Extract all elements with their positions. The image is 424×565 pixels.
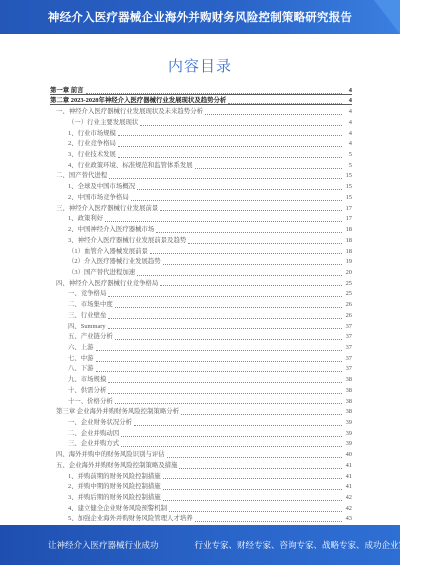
- toc-entry[interactable]: [50, 298, 352, 309]
- toc-entry-page: 5: [348, 151, 352, 159]
- toc-dot-leader: [188, 242, 342, 244]
- toc-entry[interactable]: [50, 513, 352, 524]
- toc-entry-page: 18: [345, 236, 352, 244]
- toc-entry-page: 26: [345, 301, 352, 309]
- toc-entry-page: 37: [345, 354, 352, 362]
- toc-entry-page: 39: [345, 419, 352, 426]
- toc-entry[interactable]: [50, 277, 352, 288]
- toc-entry[interactable]: [50, 170, 352, 181]
- toc-entry[interactable]: [50, 202, 352, 213]
- toc-dot-leader: [169, 510, 342, 512]
- toc-entry-label: 三、行业壁垒: [68, 311, 107, 319]
- toc-entry-page: 4: [348, 129, 352, 137]
- toc-entry-page: 4: [348, 86, 352, 94]
- toc-entry-page: 43: [345, 515, 352, 523]
- toc-entry-page: 17: [345, 204, 352, 212]
- toc-entry-label: 九、市场规模: [68, 376, 107, 384]
- toc-dot-leader: [118, 145, 342, 147]
- toc-entry-page: 42: [345, 504, 352, 512]
- toc-dot-leader: [181, 413, 342, 415]
- toc-dot-leader: [163, 477, 342, 479]
- toc-entry-page: 41: [345, 461, 352, 469]
- toc-entry-label: 四、神经介入医疗器械行业竞争格局: [56, 279, 159, 287]
- toc-entry-page: 4: [348, 97, 352, 105]
- toc-dot-leader: [118, 156, 342, 158]
- toc-entry-page: 38: [345, 397, 352, 405]
- toc-entry[interactable]: [50, 341, 352, 352]
- toc-entry-page: 4: [348, 140, 352, 148]
- toc-entry[interactable]: [50, 245, 352, 256]
- toc-entry[interactable]: [50, 491, 352, 502]
- toc-entry-label: 4、建立健全企业财务风险预警机制: [68, 504, 168, 512]
- toc-dot-leader: [205, 113, 342, 115]
- toc-entry-label: 一、神经介入医疗器械行业发展现状及未来趋势分析: [56, 108, 203, 116]
- toc-entry-label: 八、下游: [68, 365, 94, 373]
- toc-entry-page: 19: [345, 258, 352, 266]
- toc-entry[interactable]: [50, 373, 352, 384]
- toc-dot-leader: [160, 284, 342, 286]
- toc-dot-leader: [96, 349, 342, 351]
- toc-entry-label: 第二章 2023-2028年神经介入医疗器械行业发展现状及趋势分析: [50, 97, 227, 105]
- toc-entry[interactable]: [50, 331, 352, 342]
- toc-dot-leader: [121, 445, 342, 447]
- toc-entry-label: 三、企业并购方式: [68, 440, 120, 448]
- toc-entry[interactable]: [50, 309, 352, 320]
- toc-dot-leader: [134, 424, 342, 426]
- toc-entry-label: 5、加强企业海外并购财务风险管理人才培养: [68, 515, 193, 523]
- report-header: [0, 0, 400, 34]
- table-of-contents: [50, 84, 352, 523]
- toc-entry-label: （3）国产替代进程加速: [68, 268, 136, 276]
- toc-entry-label: 1、行业市场规模: [68, 129, 116, 137]
- toc-entry[interactable]: [50, 105, 352, 116]
- toc-dot-leader: [167, 456, 342, 458]
- toc-entry[interactable]: [50, 427, 352, 438]
- toc-entry-label: 十、供需分析: [68, 386, 107, 394]
- toc-entry-page: 17: [345, 215, 352, 223]
- toc-dot-leader: [163, 499, 342, 501]
- report-footer: [0, 525, 424, 565]
- toc-entry-label: 二、市场集中度: [68, 301, 113, 309]
- toc-entry-label: （1）血管介入器械发展前景: [68, 247, 148, 255]
- toc-entry-label: 二、国产替代进程: [56, 172, 108, 180]
- toc-entry-label: 四、Summary: [68, 322, 106, 330]
- toc-dot-leader: [108, 327, 342, 329]
- toc-entry[interactable]: [50, 470, 352, 481]
- toc-entry-page: 5: [348, 161, 352, 169]
- toc-entry-label: 1、全球及中国市场概况: [68, 183, 136, 191]
- toc-entry-label: 1、政策利好: [68, 215, 104, 223]
- toc-entry[interactable]: [50, 191, 352, 202]
- toc-dot-leader: [109, 177, 342, 179]
- toc-entry-label: 第一章 前言: [50, 86, 84, 94]
- toc-entry[interactable]: [50, 288, 352, 299]
- toc-dot-leader: [195, 167, 342, 169]
- toc-entry-label: 十一、价格分析: [68, 397, 113, 405]
- toc-entry-label: 4、行业政策环境、标准规范和监管体系发展: [68, 161, 193, 169]
- toc-dot-leader: [118, 134, 342, 136]
- toc-entry-page: 4: [348, 118, 352, 126]
- toc-dot-leader: [115, 338, 342, 340]
- report-title: 神经介入医疗器械企业海外并购财务风险控制策略研究报告: [47, 12, 353, 24]
- toc-entry[interactable]: [50, 116, 352, 127]
- toc-entry-page: 18: [345, 247, 352, 255]
- toc-entry-label: 三、神经介入医疗器械行业发展前景: [56, 204, 159, 212]
- toc-entry[interactable]: [50, 416, 352, 427]
- toc-entry[interactable]: [50, 84, 352, 95]
- toc-entry-page: 26: [345, 311, 352, 319]
- toc-dot-leader: [115, 402, 342, 404]
- toc-dot-leader: [137, 274, 342, 276]
- toc-entry[interactable]: [50, 481, 352, 492]
- toc-dot-leader: [160, 209, 342, 211]
- toc-entry-page: 15: [345, 183, 352, 191]
- toc-entry-label: 五、企业海外并购财务风险控制策略及措施: [56, 461, 178, 469]
- toc-entry-page: 42: [345, 494, 352, 502]
- toc-entry[interactable]: [50, 384, 352, 395]
- toc-entry[interactable]: [50, 352, 352, 363]
- toc-entry-label: （一）行业主要发展现状: [68, 118, 139, 126]
- toc-entry-label: 五、产业链分析: [68, 333, 113, 341]
- toc-dot-leader: [105, 220, 342, 222]
- toc-entry-page: 15: [345, 172, 352, 180]
- toc-entry[interactable]: [50, 266, 352, 277]
- toc-entry-label: 四、海外并购中的财务风险识别与评估: [56, 451, 165, 459]
- toc-heading: 内容目录: [167, 59, 232, 75]
- toc-entry[interactable]: [50, 148, 352, 159]
- toc-entry[interactable]: [50, 395, 352, 406]
- toc-entry-page: 40: [345, 451, 352, 459]
- toc-entry-page: 37: [345, 333, 352, 341]
- toc-entry-page: 37: [345, 322, 352, 330]
- toc-dot-leader: [96, 370, 342, 372]
- toc-entry-page: 37: [345, 365, 352, 373]
- toc-entry[interactable]: [50, 438, 352, 449]
- toc-dot-leader: [108, 381, 342, 383]
- toc-entry-page: 4: [348, 108, 352, 116]
- toc-entry[interactable]: [50, 159, 352, 170]
- toc-entry-label: 第三章 企业海外并购财务风险控制策略分析: [56, 408, 180, 416]
- toc-dot-leader: [156, 231, 342, 233]
- toc-dot-leader: [108, 317, 342, 319]
- toc-entry-label: 一、企业财务状况分析: [68, 419, 132, 426]
- toc-entry[interactable]: [50, 459, 352, 470]
- toc-entry-page: 39: [345, 440, 352, 448]
- toc-entry[interactable]: [50, 256, 352, 267]
- toc-entry[interactable]: [50, 95, 352, 106]
- toc-entry[interactable]: [50, 213, 352, 224]
- toc-entry[interactable]: [50, 502, 352, 513]
- toc-entry-label: 2、行业竞争格局: [68, 140, 116, 148]
- toc-dot-leader: [140, 124, 342, 126]
- toc-entry-label: 3、并购后期的财务风险控制措施: [68, 494, 161, 502]
- toc-entry[interactable]: [50, 363, 352, 374]
- toc-entry-label: 七、中游: [68, 354, 94, 362]
- toc-entry[interactable]: [50, 234, 352, 245]
- toc-dot-leader: [121, 435, 342, 437]
- toc-dot-leader: [137, 188, 342, 190]
- toc-entry-label: 二、企业并购动因: [68, 429, 120, 437]
- toc-dot-leader: [150, 252, 342, 254]
- toc-entry[interactable]: [50, 448, 352, 459]
- toc-entry[interactable]: [50, 320, 352, 331]
- toc-entry-label: 一、竞争格局: [68, 290, 107, 298]
- toc-dot-leader: [115, 306, 342, 308]
- toc-entry[interactable]: [50, 223, 352, 234]
- toc-entry-page: 20: [345, 268, 352, 276]
- toc-dot-leader: [163, 263, 342, 265]
- toc-entry[interactable]: [50, 127, 352, 138]
- toc-entry-label: 六、上游: [68, 343, 94, 351]
- toc-entry-page: 38: [345, 376, 352, 384]
- toc-entry-page: 39: [345, 429, 352, 437]
- toc-dot-leader: [108, 295, 342, 297]
- toc-dot-leader: [163, 488, 342, 490]
- toc-entry-label: 2、并购中期的财务风险控制措施: [68, 483, 161, 491]
- toc-entry-page: 37: [345, 343, 352, 351]
- toc-entry-page: 38: [345, 408, 352, 416]
- toc-entry-label: 3、行业技术发展: [68, 151, 116, 159]
- toc-entry-page: 25: [345, 290, 352, 298]
- toc-dot-leader: [179, 467, 342, 469]
- toc-entry-page: 41: [345, 483, 352, 491]
- toc-entry[interactable]: [50, 406, 352, 417]
- toc-entry-page: 18: [345, 226, 352, 234]
- header-corner-decoration: [374, 0, 400, 34]
- toc-entry-page: 25: [345, 279, 352, 287]
- toc-dot-leader: [131, 199, 342, 201]
- toc-entry-label: 2、中国神经介入医疗器械市场: [68, 226, 155, 234]
- toc-entry-label: 1、并购前期的财务风险控制措施: [68, 472, 161, 480]
- toc-dot-leader: [108, 392, 342, 394]
- toc-entry[interactable]: [50, 180, 352, 191]
- toc-entry-page: 15: [345, 193, 352, 201]
- toc-entry-label: 2、中国市场竞争格局: [68, 193, 129, 201]
- toc-dot-leader: [195, 520, 342, 522]
- toc-dot-leader: [96, 360, 342, 362]
- toc-entry-label: （2）介入医疗器械行业发展趋势: [68, 258, 161, 266]
- toc-entry[interactable]: [50, 138, 352, 149]
- toc-entry-label: 3、神经介入医疗器械行业发展前景及趋势: [68, 236, 187, 244]
- footer-slogan: 让神经介入医疗器械行业成功: [48, 540, 159, 550]
- footer-tags: 行业专家、财经专家、咨询专家、战略专家、成功企业家……: [194, 540, 424, 550]
- toc-entry-page: 38: [345, 386, 352, 394]
- toc-entry-page: 41: [345, 472, 352, 480]
